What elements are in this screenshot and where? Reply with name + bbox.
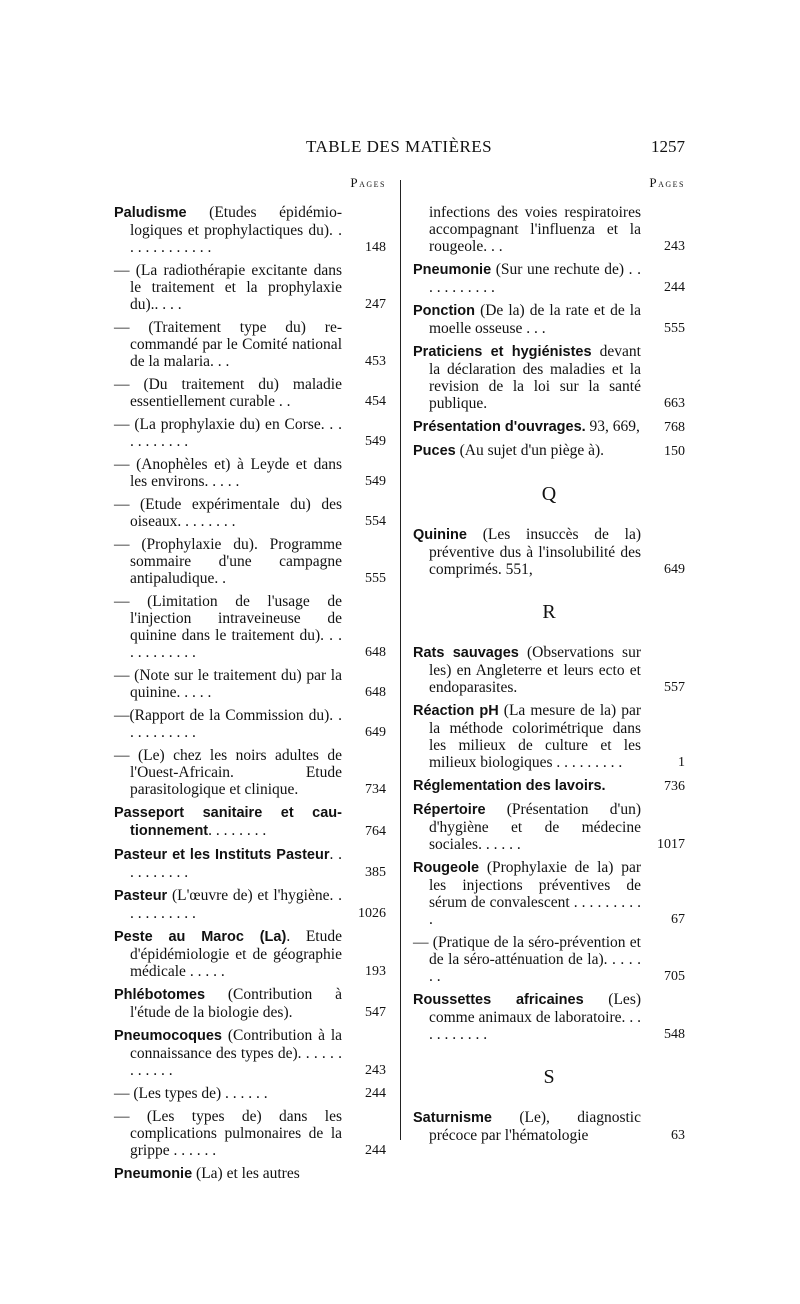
entry-text	[413, 702, 641, 771]
entry-page-number: 244	[365, 1143, 386, 1158]
entry-page-number: 705	[664, 969, 685, 984]
entry-description: . Etude d'épidémiologie et de géographie médicale . . . . .	[130, 928, 342, 980]
entry-page-number: 547	[365, 1005, 386, 1020]
entry-description: (Présentation d'un) d'hygiène et de médecine sociales. . . . . .	[429, 801, 641, 853]
right-entries	[413, 204, 685, 1144]
entry-page-number: 649	[365, 725, 386, 740]
entry-page-number: 243	[664, 239, 685, 254]
index-entry	[114, 887, 386, 922]
entry-page-number: 555	[365, 571, 386, 586]
entry-text	[114, 262, 342, 313]
index-entry	[413, 991, 685, 1043]
index-entry	[114, 986, 386, 1021]
entry-page-number: 453	[365, 354, 386, 369]
index-entry	[114, 1165, 386, 1183]
entry-text	[413, 801, 641, 853]
entry-description: (L'œuvre de) et l'hygiène. . . . . . . . . . .	[130, 887, 342, 922]
entry-heading: Roussettes africaines	[413, 992, 584, 1008]
entry-description: — (Du traitement du) maladie essentiellement curable . .	[114, 376, 342, 410]
entry-description: (De la) de la rate et de la moelle osseuse . . .	[429, 302, 641, 337]
index-entry	[114, 319, 386, 370]
entry-description: infections des voies respiratoires accompagnant l'influenza et la rougeole. . .	[429, 204, 641, 255]
index-entry	[413, 526, 685, 578]
entry-heading: Puces	[413, 443, 456, 459]
index-entry	[413, 343, 685, 412]
index-entry	[413, 702, 685, 771]
entry-heading: Pasteur et les Instituts Pasteur	[114, 847, 330, 863]
left-column	[114, 174, 386, 1189]
entry-text	[114, 456, 342, 490]
entry-page-number: 193	[365, 964, 386, 979]
entry-heading: Pasteur	[114, 888, 168, 904]
column-divider	[400, 180, 401, 1140]
entry-description: — (Les types de) . . . . . .	[114, 1085, 268, 1102]
entry-description: —(Rapport de la Commission du). . . . . . . . . . .	[114, 707, 342, 741]
index-entry	[114, 846, 386, 881]
entry-page-number: 548	[664, 1027, 685, 1042]
index-entry	[114, 262, 386, 313]
page-header	[0, 137, 800, 163]
entry-page-number: 150	[664, 444, 685, 459]
section-letter: S	[543, 1066, 555, 1088]
entry-page-number: 549	[365, 434, 386, 449]
entry-heading: Quinine	[413, 527, 467, 543]
entry-text	[413, 934, 641, 985]
entry-page-number: 554	[365, 514, 386, 529]
entry-text	[114, 804, 342, 840]
entry-page-number: 1026	[358, 906, 386, 921]
entry-description: — (Le) chez les noirs adultes de l'Ouest-Africain. Etude parasitologique et clinique.	[114, 747, 342, 798]
entry-page-number: 244	[365, 1086, 386, 1101]
entry-heading: Saturnisme	[413, 1110, 492, 1126]
entry-text	[114, 1027, 342, 1079]
entry-description: — (Pratique de la séro-prévention et de la séro-atténuation de la). . . . . . .	[413, 934, 641, 985]
entry-page-number: 385	[365, 865, 386, 880]
entry-text	[413, 343, 641, 412]
entry-description: — (Traitement type du) recommandé par le Comité national de la malaria. . .	[114, 319, 342, 370]
index-entry	[413, 644, 685, 696]
index-entry	[413, 442, 685, 460]
section-letter: Q	[541, 483, 557, 505]
entry-description: (Observations sur les) en Angleterre et leurs ecto et endoparasites.	[429, 644, 641, 696]
pages-label-right: Pages	[649, 175, 685, 190]
entry-description: (Au sujet d'un piège à).	[455, 442, 605, 459]
running-title: TABLE DES MATIÈRES	[306, 137, 493, 156]
entry-description: — (La radiothérapie excitante dans le traitement et la prophylaxie du).. . . .	[114, 262, 342, 313]
index-entry-continuation	[413, 204, 685, 255]
index-entry	[413, 261, 685, 296]
entry-heading: Passeport sanitaire et cautionnement	[114, 805, 342, 839]
entry-text	[413, 442, 641, 460]
entry-text	[413, 261, 641, 296]
entry-description: — (Prophylaxie du). Programme sommaire d'une campagne antipaludique. .	[114, 536, 342, 587]
right-column	[413, 174, 685, 1150]
entry-page-number: 557	[664, 680, 685, 695]
entry-page-number: 663	[664, 396, 685, 411]
entry-text	[114, 319, 342, 370]
entry-heading: Praticiens et hygiénistes	[413, 344, 592, 360]
entry-heading: Phlébotomes	[114, 987, 206, 1003]
entry-heading: Réglementation des lavoirs.	[413, 778, 606, 794]
entry-heading: Peste au Maroc (La)	[114, 929, 287, 945]
pages-label-left: Pages	[350, 175, 386, 190]
index-entry	[413, 777, 685, 795]
entry-text	[114, 204, 342, 256]
entry-description: — (Etude expérimentale du) des oiseaux. . . . . . . .	[114, 496, 342, 530]
entry-heading: Répertoire	[413, 802, 486, 818]
entry-heading: Présentation d'ouvrages.	[413, 419, 586, 435]
entry-description: . . . . . . . . . .	[130, 846, 343, 881]
entry-description: (Prophylaxie de la) par les injections préventives de sérum de convalescent . . . . . . . . . .	[429, 859, 641, 928]
entry-text	[114, 667, 342, 701]
entry-page-number: 734	[365, 782, 386, 797]
entry-page-number: 243	[365, 1063, 386, 1078]
entry-description: — (Limitation de l'usage de l'injection intraveineuse de quinine dans le traitement du). . . . . . . . . . . .	[114, 593, 342, 661]
index-entry	[114, 416, 386, 450]
entry-text	[413, 859, 641, 928]
entry-description: (Les insuccès de la) préventive dus à l'insolubilité des comprimés. 551,	[429, 526, 641, 578]
entry-page-number: 247	[365, 297, 386, 312]
index-entry	[413, 1109, 685, 1144]
index-entry	[114, 496, 386, 530]
entry-page-number: 244	[664, 280, 685, 295]
index-entry	[114, 1027, 386, 1079]
entry-heading: Pneumonie	[114, 1166, 193, 1182]
left-entries	[114, 204, 386, 1183]
entry-description: — (Note sur le traitement du) par la quinine. . . . .	[114, 667, 342, 701]
entry-text	[413, 777, 641, 795]
entry-text	[114, 986, 342, 1021]
entry-description: — (La prophylaxie du) en Corse. . . . . . . . . . .	[114, 416, 342, 450]
index-entry	[114, 1108, 386, 1159]
entry-text	[114, 928, 342, 980]
entry-page-number: 649	[664, 562, 685, 577]
index-entry	[114, 536, 386, 587]
entry-heading: Réaction pH	[413, 703, 499, 719]
index-entry	[114, 456, 386, 490]
entry-text	[114, 496, 342, 530]
entry-text	[114, 416, 342, 450]
index-entry	[413, 418, 685, 436]
entry-description: devant la déclaration des maladies et la revision de la loi sur la santé publique.	[429, 343, 641, 412]
index-entry	[114, 747, 386, 798]
entry-page-number: 736	[664, 779, 685, 794]
entry-text	[413, 204, 641, 255]
entry-text	[114, 707, 342, 741]
entry-text	[114, 1108, 342, 1159]
entry-description: (La) et les autres	[192, 1165, 300, 1182]
entry-text	[413, 302, 641, 337]
entry-heading: Rats sauvages	[413, 645, 519, 661]
entry-page-number: 648	[365, 685, 386, 700]
entry-text	[413, 1109, 641, 1144]
entry-description: (Contribution à la connaissance des types de). . . . . . . . . . . .	[130, 1027, 342, 1079]
entry-description: — (Les types de) dans les complications pulmonaires de la grippe . . . . . .	[114, 1108, 342, 1159]
index-entry	[114, 804, 386, 840]
index-entry	[413, 859, 685, 928]
entry-page-number: 454	[365, 394, 386, 409]
entry-page-number: 764	[365, 824, 386, 839]
entry-page-number: 555	[664, 321, 685, 336]
entry-page-number: 768	[664, 420, 685, 435]
entry-text	[114, 593, 342, 661]
entry-description: — (Anophèles et) à Leyde et dans les environs. . . . .	[114, 456, 342, 490]
index-entry	[114, 928, 386, 980]
entry-page-number: 148	[365, 240, 386, 255]
index-entry	[413, 934, 685, 985]
entry-page-number: 648	[365, 645, 386, 660]
entry-heading: Rougeole	[413, 860, 480, 876]
index-entry	[413, 302, 685, 337]
entry-description: (Le), diagnostic précoce par l'hématologie	[429, 1109, 641, 1144]
index-entry	[114, 376, 386, 410]
entry-page-number: 1017	[657, 837, 685, 852]
entry-text	[114, 376, 342, 410]
entry-page-number: 1	[678, 755, 685, 770]
entry-text	[413, 991, 641, 1043]
entry-description: . . . . . . . .	[208, 822, 267, 839]
index-entry	[114, 1085, 386, 1102]
entry-page-number: 67	[671, 912, 685, 927]
entry-text	[413, 418, 641, 436]
section-letter: R	[542, 601, 556, 623]
entry-text	[114, 846, 342, 881]
entry-text	[413, 644, 641, 696]
index-entry	[114, 593, 386, 661]
entry-description: (La mesure de la) par la méthode colorimétrique dans les milieux de culture et les milieux biologiques . . . . . . . . .	[429, 702, 641, 771]
entry-description: (Etudes épidémiologiques et prophylactiques du). . . . . . . . . . . . .	[130, 204, 342, 256]
entry-text	[114, 887, 342, 922]
index-entry	[114, 707, 386, 741]
index-entry	[114, 204, 386, 256]
entry-description: (Sur une rechute de) . . . . . . . . . . .	[429, 261, 641, 296]
entry-heading: Ponction	[413, 303, 476, 319]
entry-heading: Pneumonie	[413, 262, 492, 278]
index-entry	[413, 801, 685, 853]
entry-heading: Paludisme	[114, 205, 187, 221]
entry-description: (Les) comme animaux de laboratoire. . . . . . . . . . .	[429, 991, 642, 1043]
page-number: 1257	[651, 137, 685, 156]
entry-heading: Pneumocoques	[114, 1028, 222, 1044]
entry-page-number: 549	[365, 474, 386, 489]
entry-description: 93, 669,	[585, 418, 640, 435]
entry-text	[114, 747, 342, 798]
entry-description: (Contribution à l'étude de la biologie des).	[130, 986, 342, 1021]
entry-text	[413, 526, 641, 578]
entry-page-number: 63	[671, 1128, 685, 1143]
entry-text	[114, 1085, 342, 1102]
entry-text	[114, 536, 342, 587]
entry-text	[114, 1165, 342, 1183]
index-entry	[114, 667, 386, 701]
